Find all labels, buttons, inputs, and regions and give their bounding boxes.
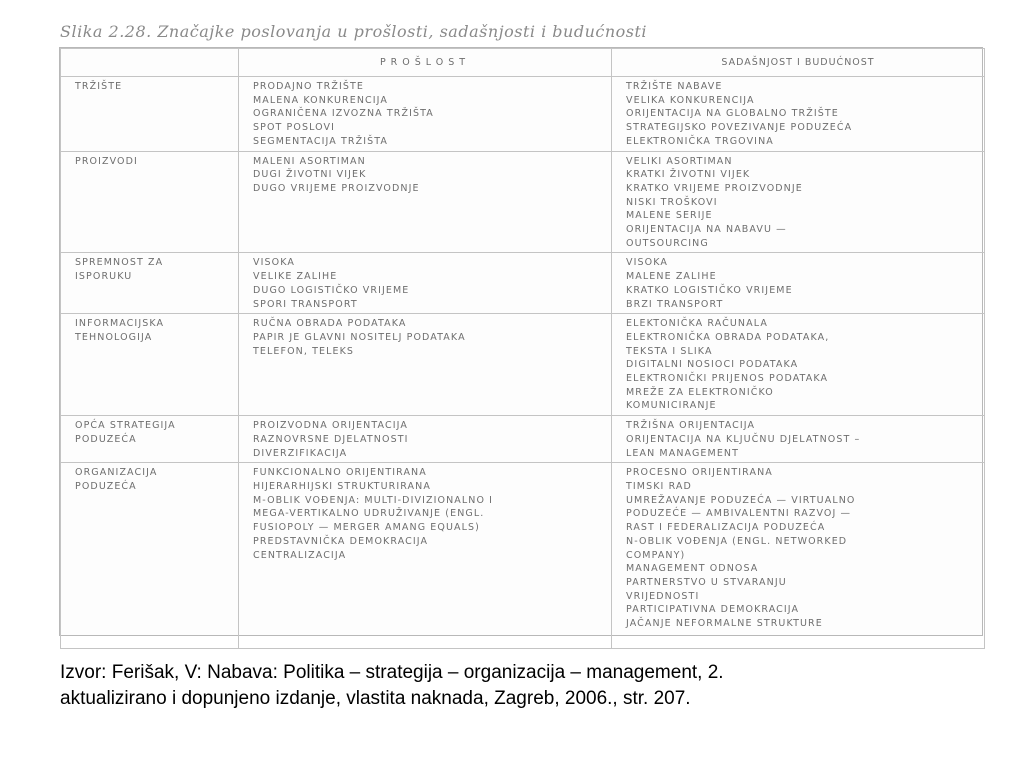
cell-line: DUGO LOGISTIČKO VRIJEME: [253, 284, 410, 296]
cell-line: SPOT POSLOVI: [253, 122, 336, 134]
present-cell: [612, 151, 985, 253]
cell-line: PROIZVODNA ORIJENTACIJA: [253, 420, 408, 432]
present-cell: [612, 314, 985, 416]
cell-line: VELIKI ASORTIMAN: [626, 155, 733, 167]
cell-line: VELIKE ZALIHE: [253, 271, 338, 283]
cell-line: KOMUNICIRANJE: [626, 400, 717, 412]
table-row: [61, 253, 985, 314]
cell-line: UMREŽAVANJE PODUZEĆA — VIRTUALNO: [626, 494, 856, 506]
cell-line: VISOKA: [253, 257, 295, 269]
cell-line: TELEFON, TELEKS: [253, 345, 355, 357]
cell-line: ELEKTRONIČKA OBRADA PODATAKA,: [626, 331, 830, 343]
cell-line: VRIJEDNOSTI: [626, 590, 700, 602]
cell-line: SPREMNOST ZA: [75, 257, 164, 269]
cell-line: N-OBLIK VOĐENJA (ENGL. NETWORKED: [626, 535, 848, 547]
cell-line: ELEKTRONIČKA TRGOVINA: [626, 135, 774, 147]
cell-line: TIMSKI RAD: [626, 480, 692, 492]
cell-line: RAST I FEDERALIZACIJA PODUZEĆA: [626, 522, 826, 534]
cell-line: DIGITALNI NOSIOCI PODATAKA: [626, 359, 799, 371]
cell-line: TEHNOLOGIJA: [75, 331, 153, 343]
table-header-empty: [61, 49, 239, 77]
cell-line: PREDSTAVNIČKA DEMOKRACIJA: [253, 535, 429, 547]
source-caption: [60, 660, 980, 712]
cell-line: NISKI TROŠKOVI: [626, 196, 718, 208]
cell-line: ISPORUKU: [75, 271, 133, 283]
comparison-table: [59, 47, 983, 636]
cell-line: HIJERARHIJSKI STRUKTURIRANA: [253, 480, 431, 492]
cell-line: OUTSOURCING: [626, 237, 709, 249]
table-header-present-future: SADAŠNJOST I BUDUĆNOST: [612, 49, 985, 77]
cell-line: PROCESNO ORIJENTIRANA: [626, 467, 773, 479]
past-cell: [239, 77, 612, 152]
cell-line: MEGA-VERTIKALNO UDRUŽIVANJE (ENGL.: [253, 508, 485, 520]
cell-line: MALENA KONKURENCIJA: [253, 94, 389, 106]
table-row: [61, 416, 985, 463]
figure-title: Slika 2.28. Značajke poslovanja u prošlosti, sadašnjosti i budućnosti: [60, 22, 648, 41]
past-cell: [239, 253, 612, 314]
present-cell: [612, 253, 985, 314]
cell-line: COMPANY): [626, 549, 686, 561]
row-label-cell: [61, 463, 239, 649]
cell-line: DUGI ŽIVOTNI VIJEK: [253, 169, 367, 181]
present-cell: [612, 463, 985, 649]
cell-line: RUČNA OBRADA PODATAKA: [253, 318, 407, 330]
table-row: [61, 314, 985, 416]
cell-line: BRZI TRANSPORT: [626, 298, 724, 310]
cell-line: MALENI ASORTIMAN: [253, 155, 366, 167]
cell-line: TRŽIŠNA ORIJENTACIJA: [626, 420, 756, 432]
cell-line: VELIKA KONKURENCIJA: [626, 94, 755, 106]
table-header-past: PROŠLOST: [239, 49, 612, 77]
cell-line: ORIJENTACIJA NA GLOBALNO TRŽIŠTE: [626, 108, 839, 120]
cell-line: OGRANIČENA IZVOZNA TRŽIŠTA: [253, 108, 434, 120]
row-label-cell: [61, 416, 239, 463]
cell-line: PROIZVODI: [75, 155, 138, 167]
cell-line: INFORMACIJSKA: [75, 318, 165, 330]
cell-line: KRATKO LOGISTIČKO VRIJEME: [626, 284, 793, 296]
cell-line: KRATKI ŽIVOTNI VIJEK: [626, 169, 751, 181]
cell-line: ELEKTRONIČKI PRIJENOS PODATAKA: [626, 373, 829, 385]
present-cell: [612, 416, 985, 463]
past-cell: [239, 463, 612, 649]
table-row: [61, 151, 985, 253]
caption-line-1: Izvor: Ferišak, V: Nabava: Politika – strategija – organizacija – management, 2.: [60, 662, 724, 683]
cell-line: MALENE ZALIHE: [626, 271, 717, 283]
cell-line: LEAN MANAGEMENT: [626, 447, 740, 459]
present-cell: [612, 77, 985, 152]
cell-line: TEKSTA I SLIKA: [626, 345, 713, 357]
table-row: [61, 77, 985, 152]
cell-line: PODUZEĆA: [75, 433, 137, 445]
cell-line: ORGANIZACIJA: [75, 467, 158, 479]
cell-line: TRŽIŠTE NABAVE: [626, 81, 723, 92]
past-cell: [239, 416, 612, 463]
table-body: [61, 77, 985, 649]
past-cell: [239, 151, 612, 253]
cell-line: MREŽE ZA ELEKTRONIČKO: [626, 386, 774, 398]
row-label-cell: [61, 253, 239, 314]
past-cell: [239, 314, 612, 416]
cell-line: MALENE SERIJE: [626, 210, 713, 222]
cell-line: DIVERZIFIKACIJA: [253, 447, 348, 459]
cell-line: PODUZEĆE — AMBIVALENTNI RAZVOJ —: [626, 508, 852, 520]
row-label-cell: [61, 314, 239, 416]
cell-line: CENTRALIZACIJA: [253, 549, 347, 561]
cell-line: PARTICIPATIVNA DEMOKRACIJA: [626, 604, 800, 616]
cell-line: ORIJENTACIJA NA KLJUČNU DJELATNOST –: [626, 433, 861, 445]
cell-line: SPORI TRANSPORT: [253, 298, 358, 310]
row-label-cell: [61, 151, 239, 253]
table-row: [61, 463, 985, 649]
row-label-cell: [61, 77, 239, 152]
cell-line: PRODAJNO TRŽIŠTE: [253, 81, 365, 92]
cell-line: DUGO VRIJEME PROIZVODNJE: [253, 182, 420, 194]
cell-line: STRATEGIJSKO POVEZIVANJE PODUZEĆA: [626, 122, 853, 134]
cell-line: RAZNOVRSNE DJELATNOSTI: [253, 433, 409, 445]
cell-line: PAPIR JE GLAVNI NOSITELJ PODATAKA: [253, 331, 466, 343]
cell-line: ORIJENTACIJA NA NABAVU —: [626, 224, 787, 236]
cell-line: KRATKO VRIJEME PROIZVODNJE: [626, 182, 803, 194]
cell-line: VISOKA: [626, 257, 668, 269]
caption-line-2: aktualizirano i dopunjeno izdanje, vlastita naknada, Zagreb, 2006., str. 207.: [60, 688, 691, 709]
cell-line: SEGMENTACIJA TRŽIŠTA: [253, 135, 388, 147]
cell-line: ELEKTONIČKA RAČUNALA: [626, 318, 768, 330]
cell-line: TRŽIŠTE: [75, 81, 123, 92]
cell-line: PODUZEĆA: [75, 480, 137, 492]
cell-line: JAČANJE NEFORMALNE STRUKTURE: [626, 618, 823, 630]
cell-line: MANAGEMENT ODNOSA: [626, 563, 759, 575]
cell-line: OPĆA STRATEGIJA: [75, 420, 176, 432]
cell-line: M-OBLIK VOĐENJA: MULTI-DIVIZIONALNO I: [253, 494, 494, 506]
cell-line: FUSIOPOLY — MERGER AMANG EQUALS): [253, 522, 480, 534]
cell-line: FUNKCIONALNO ORIJENTIRANA: [253, 467, 427, 479]
cell-line: PARTNERSTVO U STVARANJU: [626, 576, 787, 588]
